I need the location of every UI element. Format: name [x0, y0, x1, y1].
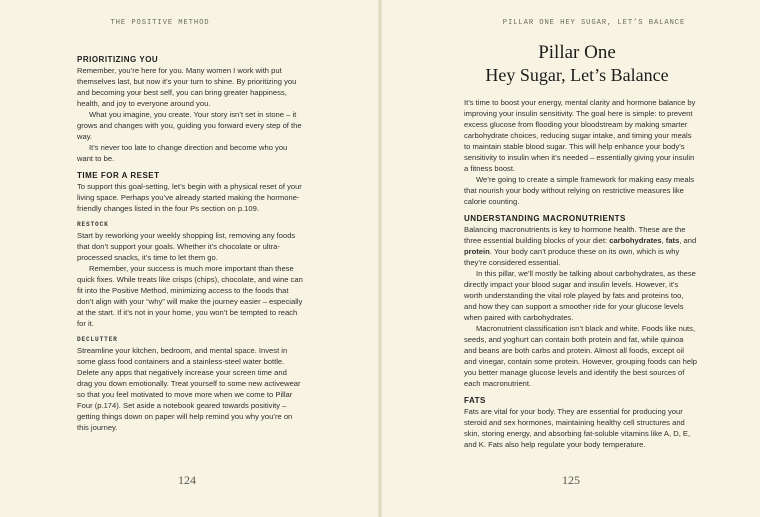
- paragraph: Start by reworking your weekly shopping list, removing any foods that don’t support your goals. Whether it’s chocolate or ultra-processed snacks, it’s time to let them go.: [77, 231, 296, 262]
- paragraph: What you imagine, you create. Your story isn’t set in stone – it grows and changes with you, guiding you forward every step of the way.: [77, 110, 302, 141]
- right-page: [380, 0, 760, 517]
- paragraph: In this pillar, we’ll mostly be talking about carbohydrates, as these directly impact your blood sugar and insulin levels. However, it’s worth understanding the vital role played by fats and proteins too, and how they can support a smoother ride for your glucose levels when paired with carbohydrates.: [464, 269, 696, 322]
- paragraph: Streamline your kitchen, bedroom, and mental space. Invest in some glass food containers and a stainless-steel water bottle. Delete any apps that negatively increase your screen time and drag you down emotionally. Treat yourself to some new activewear so that you feel motivated to move more when we come to Pillar Four (p.174). Set aside a notebook geared towards positivity – getting things down on paper will help remind you why you’re on this journey.: [77, 346, 301, 432]
- running-head-left: THE POSITIVE METHOD: [110, 19, 210, 27]
- heading-prioritizing-you: PRIORITIZING YOU: [77, 55, 159, 64]
- keyword-carbohydrates: carbohydrates: [609, 236, 662, 245]
- heading-time-for-a-reset: TIME FOR A RESET: [77, 171, 160, 180]
- paragraph: It’s time to boost your energy, mental clarity and hormone balance by improving your insulin sensitivity. The goal here is simple: to prevent excess glucose from flooding your bloodstream by making smarter carbohydrate choices, reducing sugar intake, and timing your meals to maintain stable blood sugar. This will help enhance your body’s sensitivity to insulin when it’s needed – essentially giving your insulin a fitness boost.: [464, 98, 696, 173]
- paragraph: Fats are vital for your body. They are essential for producing your steroid and sex hormones, maintaining healthy cell structures and skin, storing energy, and absorbing fat-soluble vitamins like A, D, E, and K. Fats also help regulate your body temperature.: [464, 407, 691, 449]
- paragraph: Macronutrient classification isn’t black and white. Foods like nuts, seeds, and yoghurt can contain both protein and fat, while quinoa and beans are both carbs and protein. Almost all foods, except oil and vinegar, contain some protein. However, grouping foods can help you better manage glucose levels and identify the best sources of each macronutrient.: [464, 324, 698, 388]
- chapter-title-line1: Pillar One: [538, 42, 616, 63]
- keyword-fats: fats: [665, 236, 680, 245]
- paragraph: Remember, your success is much more important than these quick fixes. While treats like crisps (chips), chocolate, and wine can fit into the Positive Method, minimizing access to the foods that don’t align with your “why” will make the journey easier – especially at the start. If it’s not in your home, you won’t be tempted to reach for it.: [77, 264, 303, 328]
- paragraph: It’s never too late to change direction and become who you want to be.: [77, 143, 288, 163]
- keyword-protein: protein: [464, 247, 490, 256]
- right-page-content: [464, 42, 698, 450]
- paragraph: To support this goal-setting, let’s begin with a physical reset of your living space. Perhaps you’ve already started making the hormone-friendly changes listed in the four Ps section on p.109.: [77, 182, 302, 213]
- subheading-restock: RESTOCK: [77, 221, 109, 228]
- paragraph-macronutrients: Balancing macronutrients is key to hormone health. These are the three essential building blocks of your diet: carbohydrates, fats, and protein. Your body can’t produce these on its own, which is why they’re considered essential.: [464, 225, 697, 267]
- subheading-declutter: DECLUTTER: [77, 336, 118, 343]
- paragraph: We’re going to create a simple framework for making easy meals that nourish your body without relying on restrictive measures like calorie counting.: [464, 175, 695, 206]
- heading-understanding-macronutrients: UNDERSTANDING MACRONUTRIENTS: [464, 214, 626, 223]
- left-page-content: [77, 55, 303, 433]
- page-number-left: 124: [178, 473, 196, 487]
- paragraph: Remember, you’re here for you. Many women I work with put themselves last, but now it’s your turn to shine. By prioritizing you and becoming your best self, you can bring greater happiness, health, and joy to everyone around you.: [77, 66, 297, 108]
- heading-fats: FATS: [464, 396, 486, 405]
- chapter-title-line2: Hey Sugar, Let’s Balance: [485, 65, 669, 85]
- page-number-right: 125: [562, 473, 580, 487]
- chapter-title: [456, 42, 698, 86]
- running-head-right: PILLAR ONE HEY SUGAR, LET’S BALANCE: [502, 19, 686, 27]
